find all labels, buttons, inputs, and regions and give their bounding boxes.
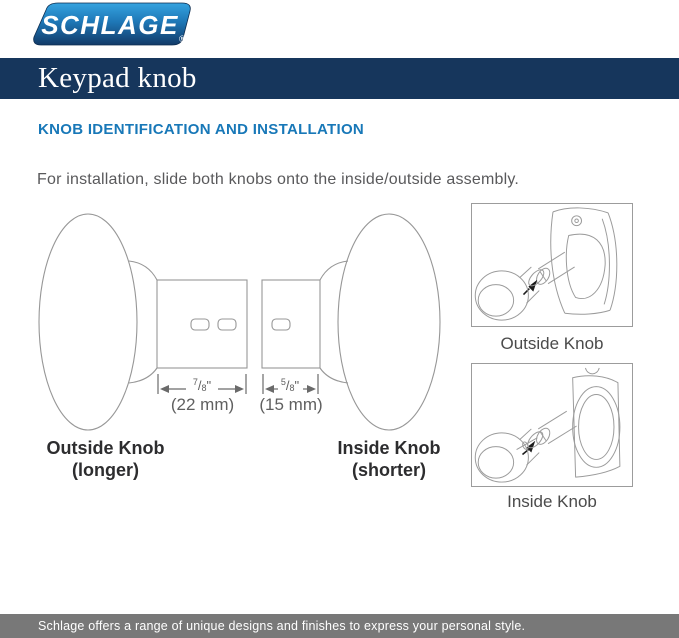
inside-dimension-imperial: $^5/_8$" [280, 377, 300, 393]
knob-sketch [475, 429, 545, 482]
inside-install-panel [471, 363, 633, 487]
rosette-assembly-sketch [573, 368, 620, 477]
outside-install-drawing [472, 204, 632, 326]
inside-panel-caption: Inside Knob [507, 492, 597, 511]
title-bar [0, 58, 679, 99]
outside-knob-label-line1: Outside Knob [46, 438, 165, 458]
inside-knob-label-line2: (shorter) [351, 460, 426, 480]
inside-knob-label [300, 437, 478, 481]
install-arrow-icon [523, 280, 537, 295]
footer-tagline: Schlage offers a range of unique designs and finishes to express your personal style. [38, 619, 526, 633]
outside-dimension-imperial: $^7/_8$" [192, 377, 212, 393]
inside-knob-label-line1: Inside Knob [337, 438, 441, 458]
outside-install-panel [471, 203, 633, 327]
outside-panel-caption: Outside Knob [500, 334, 604, 353]
knob-sketch [475, 267, 546, 320]
outside-dimension-metric: (22 mm) [170, 395, 235, 414]
logo-brand-text: SCHLAGE [41, 10, 179, 40]
inside-dimension-metric: (15 mm) [259, 395, 323, 414]
schlage-logo [0, 0, 220, 52]
keypad-assembly-sketch [551, 208, 617, 314]
outside-knob-label [18, 437, 193, 481]
page-title: Keypad knob [38, 62, 197, 94]
inside-install-drawing [472, 364, 632, 486]
logo-registered-mark: ® [179, 34, 186, 44]
spindle-sketch [517, 411, 577, 449]
footer-bar [0, 614, 679, 638]
instruction-text: For installation, slide both knobs onto the inside/outside assembly. [37, 171, 520, 188]
outside-knob-label-line2: (longer) [72, 460, 139, 480]
section-heading: KNOB IDENTIFICATION AND INSTALLATION [38, 121, 365, 138]
